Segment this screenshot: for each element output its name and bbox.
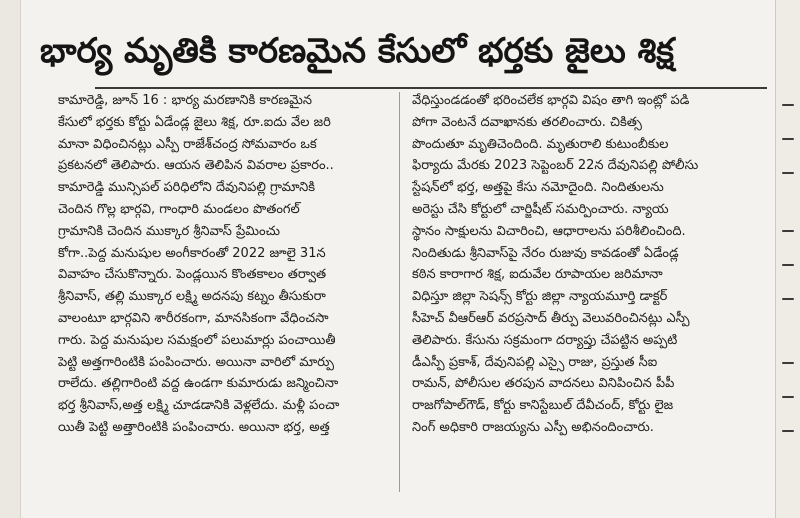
article-text-line: వాలంటూ భార్గవిని శారీరకంగా, మానసికంగా వేధించసా — [58, 310, 329, 326]
article-text-line: ఫిర్యాదు మేరకు 2023 సెప్టెంబర్ 22న దేవునిపల్లి పోలీసు — [412, 158, 699, 174]
article-text-line: గారు. పెద్ద మనుషుల సమక్షంలో పలుమార్లు పంచాయితీ — [58, 332, 336, 348]
article-text-line: భర్త శ్రీనివాస్,అత్త లక్ష్మి చూడడానికి వెళ్లలేదు. మళ్లీ పంచా — [58, 398, 340, 414]
article-text-line: కఠిన కారాగార శిక్ష, ఐదువేల రూపాయల జరిమానా — [412, 267, 663, 283]
article-text-line: నిందితుడు శ్రీనివాస్‌పై నేరం రుజువు కావడంతో ఏడేండ్ల — [412, 245, 679, 261]
article-text-line: పెట్టి అత్తగారింటికి పంపించారు. అయినా వారిలో మార్పు — [58, 354, 335, 370]
article-text-line: యితీ పెట్టి అత్తారింటికి పంపించారు. అయినా భర్త, అత్త — [58, 419, 330, 435]
article-text-line: సీహెచ్ వీఆర్ఆర్ వరప్రసాద్ తీర్పు వెలువరించినట్లు ఎస్పీ — [412, 310, 690, 326]
article-text-line: ప్రకటనలో తెలిపారు. ఆయన తెలిపిన వివరాల ప్రకారం.. — [58, 158, 334, 174]
adjacent-column-mark — [782, 362, 794, 364]
adjacent-column-mark — [782, 104, 794, 106]
article-text-line: డీఎస్పీ ప్రకాశ్, దేవునిపల్లి ఎస్సై రాజు, ప్రస్తుత సీఐ — [412, 354, 658, 370]
adjacent-column-mark — [782, 298, 794, 300]
left-column — [58, 90, 376, 508]
article-text-line: వేధిస్తుండడంతో భరించలేక భార్గవి విషం తాగి ఇంట్లో పడి — [412, 93, 690, 108]
adjacent-column-mark — [782, 138, 794, 140]
article-text-line: స్టేషన్‌లో భర్త, అత్తపై కేసు నమోదైంది. నిందితులను — [412, 180, 664, 196]
article-text-line: విధిస్తూ జిల్లా సెషన్స్ కోర్టు జిల్లా న్యాయమూర్తి డాక్టర్ — [412, 289, 668, 305]
article-text-line: శ్రీనివాస్, తల్లి ముక్కార లక్ష్మి అదనపు కట్నం తీసుకురా — [58, 289, 326, 305]
adjacent-column-mark — [782, 230, 794, 232]
adjacent-column-mark — [782, 430, 794, 432]
article-text-line: నింగ్ అధికారి రాజయ్యను ఎస్పీ అభినందించారు. — [412, 419, 654, 435]
adjacent-column-mark — [782, 396, 794, 398]
article-text-line: తెలిపారు. కేసును సక్రమంగా దర్యాప్తు చేపట్టిన అప్పటి — [412, 332, 678, 348]
article-text-line: కామారెడ్డి మున్సిపల్ పరిధిలోని దేవునిపల్లి గ్రామానికి — [58, 180, 316, 196]
article-text-line: పోగా వెంటనే దవాఖానకు తరలించారు. చికిత్స — [412, 114, 642, 130]
article-text-line: మానా విధించినట్లు ఎస్పీ రాజేశ్‌చంద్ర సోమవారం ఒక — [58, 136, 317, 152]
right-page-margin — [775, 0, 800, 518]
article-text-line: గ్రామానికి చెందిన ముక్కార శ్రీనివాస్ ప్రేమించు — [58, 223, 281, 239]
column-divider — [399, 92, 400, 492]
article-text-line: రామన్, పోలీసుల తరపున వాదనలు వినిపించిన పీపీ — [412, 376, 675, 392]
right-column — [412, 90, 730, 508]
article-text-line: కోగా..పెద్ద మనుషుల అంగీకారంతో 2022 జూలై 31న — [58, 245, 326, 261]
article-text-line: చెందిన గొల్ల భార్గవి, గాంధారి మండలం పొతంగల్ — [58, 201, 300, 217]
headline: భార్య మృతికి కారణమైన కేసులో భర్తకు జైలు శిక్ష — [40, 31, 675, 71]
article-text-line: స్థానం సాక్షులను విచారించి, ఆధారాలను పరిశీలించింది. — [412, 223, 686, 239]
article-text-line: కామారెడ్డి, జూన్ 16 : భార్య మరణానికి కారణమైన — [58, 93, 313, 108]
left-page-margin — [0, 0, 21, 518]
article-text-line: కేసులో భర్తకు కోర్టు ఏడేండ్ల జైలు శిక్ష, రూ.ఐదు వేల జరి — [58, 114, 331, 130]
article-text-line: వివాహం చేసుకొన్నారు. పెండ్లయిన కొంతకాలం తర్వాత — [58, 267, 327, 283]
article-text-line: అరెస్టు చేసి కోర్టులో చార్జిషీట్ సమర్పించారు. న్యాయ — [412, 201, 669, 217]
article-text-line: రాజగోపాల్‌గౌడ్, కోర్టు కానిస్టేబుల్ దేవీచంద్, కోర్టు లైజ — [412, 398, 674, 414]
headline-rule — [95, 87, 767, 89]
article-text-line: రాలేదు. తల్లిగారింటి వద్ద ఉండగా కుమారుడు జన్మించినా — [58, 376, 339, 392]
article-text-line: పొందుతూ మృతిచెందింది. మృతురాలి కుటుంబీకుల — [412, 136, 669, 152]
adjacent-column-mark — [782, 264, 794, 266]
adjacent-column-mark — [782, 172, 794, 174]
